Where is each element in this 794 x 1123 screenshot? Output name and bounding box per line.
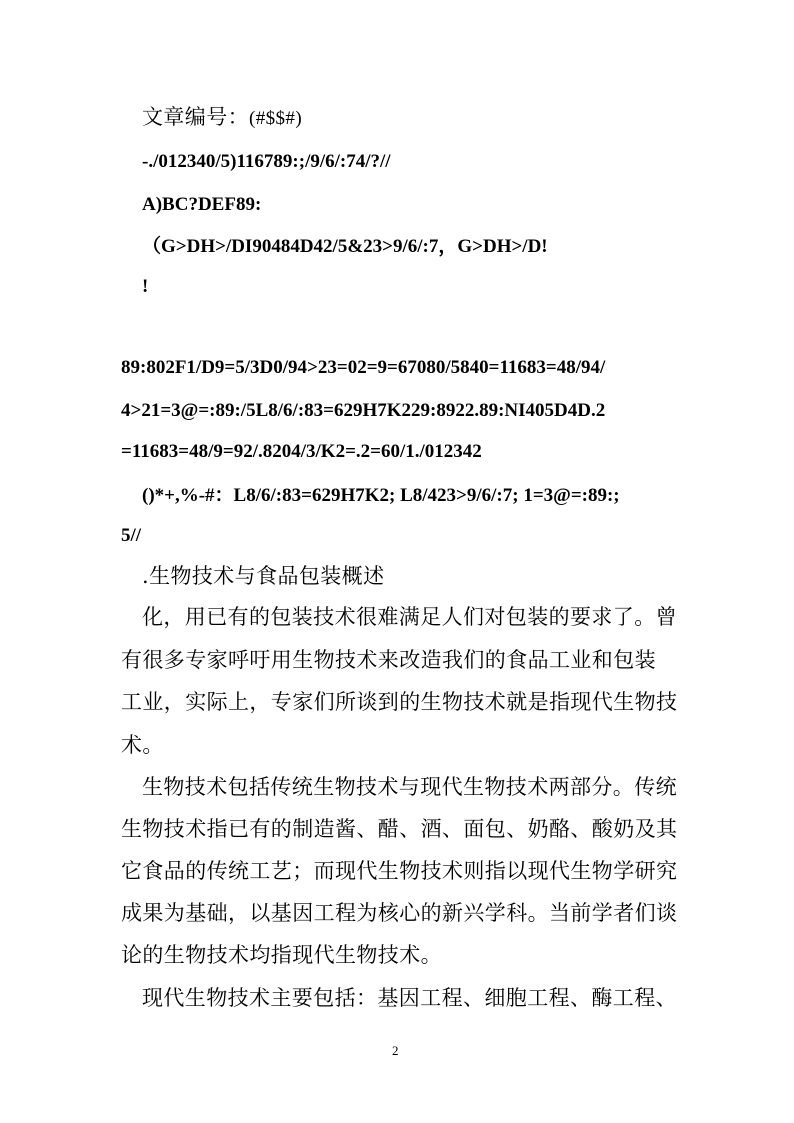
paragraph-line: 论的生物技术均指现代生物技术。 bbox=[121, 943, 442, 967]
garbled-line: （G>DH>/DI90484D42/5&23>9/6/:7，G>DH>/D! bbox=[142, 236, 548, 257]
article-number bbox=[142, 107, 302, 128]
garbled-line: A)BC?DEF89: bbox=[142, 194, 262, 215]
paragraph-line: 生物技术包括传统生物技术与现代生物技术两部分。传统 bbox=[142, 775, 677, 799]
article-number-value: (#$$#) bbox=[249, 108, 303, 129]
paragraph-line: 它食品的传统工艺；而现代生物技术则指以现代生物学研究 bbox=[121, 859, 678, 883]
paragraph-line: 生物技术指已有的制造酱、醋、酒、面包、奶酪、酸奶及其 bbox=[121, 817, 678, 841]
paragraph-line: 成果为基础，以基因工程为核心的新兴学科。当前学者们谈 bbox=[121, 901, 678, 925]
garbled-line: ()*+,%-#：L8/6/:83=629H7K2; L8/423>9/6/:7; 1=3@=:89:; bbox=[142, 485, 620, 506]
paragraph-line: 现代生物技术主要包括：基因工程、细胞工程、酶工程、 bbox=[142, 986, 677, 1010]
paragraph-line: 有很多专家呼吁用生物技术来改造我们的食品工业和包装 bbox=[121, 648, 656, 672]
paragraph-line: 化，用已有的包装技术很难满足人们对包装的要求了。曾 bbox=[142, 605, 677, 629]
paragraph-line: 工业，实际上，专家们所谈到的生物技术就是指现代生物技 bbox=[121, 690, 678, 714]
garbled-line: -./012340/5)116789:;/9/6/:74/?// bbox=[142, 151, 391, 172]
article-number-label: 文章编号： bbox=[142, 105, 249, 129]
page-number: 2 bbox=[392, 1043, 399, 1058]
garbled-line: ! bbox=[142, 276, 149, 297]
section-title: .生物技术与食品包装概述 bbox=[142, 564, 385, 588]
garbled-line: 4>21=3@=:89:/5L8/6/:83=629H7K229:8922.89:NI405D4D.2 bbox=[121, 400, 606, 421]
garbled-line: 5// bbox=[121, 525, 142, 546]
garbled-line: =11683=48/9=92/.8204/3/K2=.2=60/1./012342 bbox=[121, 441, 482, 462]
paragraph-line: 术。 bbox=[121, 733, 164, 757]
garbled-line: 89:802F1/D9=5/3D0/94>23=02=9=67080/5840=11683=48/94/ bbox=[121, 357, 606, 378]
